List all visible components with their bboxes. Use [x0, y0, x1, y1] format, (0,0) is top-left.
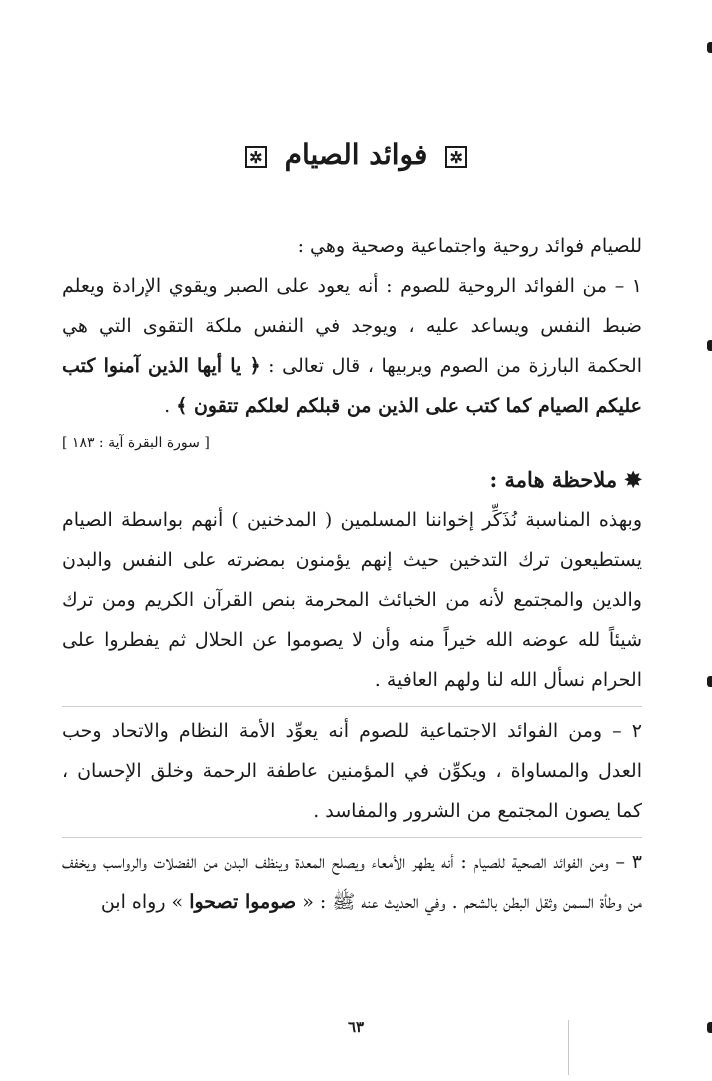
page-number: ٦٣: [347, 1018, 365, 1036]
verse-reference: [ سورة البقرة آية : ١٨٣ ]: [62, 435, 210, 451]
paragraph-smoking-note: وبهذه المناسبة نُذَكِّر إخواننا المسلمين ( المدخنين ) أنهم بواسطة الصيام يستطيعون ترك التدخين حيث إنهم يؤمنون بمضرته على النفس والبدن والدين والمجتمع لأنه من الخبائث المحرمة بنص القرآن الكريم ومن ترك شيئاً لله عوضه الله خيراً منه وأن لا يصوموا عن الحلال ثم يفطروا على الحرام نسأل الله لنا ولهم العافية .: [62, 509, 642, 691]
page-title: [0, 138, 712, 171]
hadith-quote: صوموا تصحوا: [189, 891, 297, 913]
paragraph-spiritual-benefits: [62, 266, 642, 426]
document-body: [62, 226, 642, 922]
paragraph-suffix: .: [164, 395, 177, 417]
quran-verse-quote: ﴿ يا أيها الذين آمنوا كتب عليكم الصيام كما كتب على الذين من قبلكم لعلكم تتقون ﴾: [62, 355, 642, 417]
page-title-text: فوائد الصيام: [284, 138, 428, 171]
paragraph-suffix: » رواه ابن: [100, 891, 190, 913]
page-edge-mark: [707, 42, 712, 53]
asterisk-icon: ✸: [624, 467, 642, 492]
paragraph-intro: للصيام فوائد روحية واجتماعية وصحية وهي :: [297, 235, 642, 257]
page-edge-mark: [707, 676, 712, 687]
paragraph-text: ١ – من الفوائد الروحية للصوم : أنه يعود على الصبر ويقوي الإرادة ويعلم ضبط النفس ويساعد عليه ، ويوجد في النفس ملكة التقوى التي هي الحكمة البارزة من الصوم ويربيها ، قال تعالى :: [62, 275, 642, 377]
page-edge-mark: [707, 340, 712, 351]
page-fold-line: [568, 1020, 569, 1075]
ornament-icon: ✲: [445, 146, 467, 168]
paragraph-social-benefits: ٢ – ومن الفوائد الاجتماعية للصوم أنه يعوِّد الأمة النظام والاتحاد وحب العدل والمساواة ، ويكوِّن في المؤمنين عاطفة الرحمة وخلق الإحسان ، كما يصون المجتمع من الشرور والمفاسد .: [62, 720, 642, 822]
section-heading-text: ملاحظة هامة :: [489, 467, 618, 492]
divider: [62, 706, 642, 707]
paragraph-text: ٣ – ومن الفوائد الصحية للصيام : أنه يطهر الأمعاء ويصلح المعدة وينظف البدن من الفضلات والرواسب ويخفف من وطأة السمن وثقل البطن بالشحم . وفي الحديث عنه ﷺ : «: [62, 851, 642, 913]
divider: [62, 837, 642, 838]
section-heading: [62, 460, 642, 500]
paragraph-health-benefits: [62, 842, 642, 922]
ornament-icon: ✲: [245, 146, 267, 168]
